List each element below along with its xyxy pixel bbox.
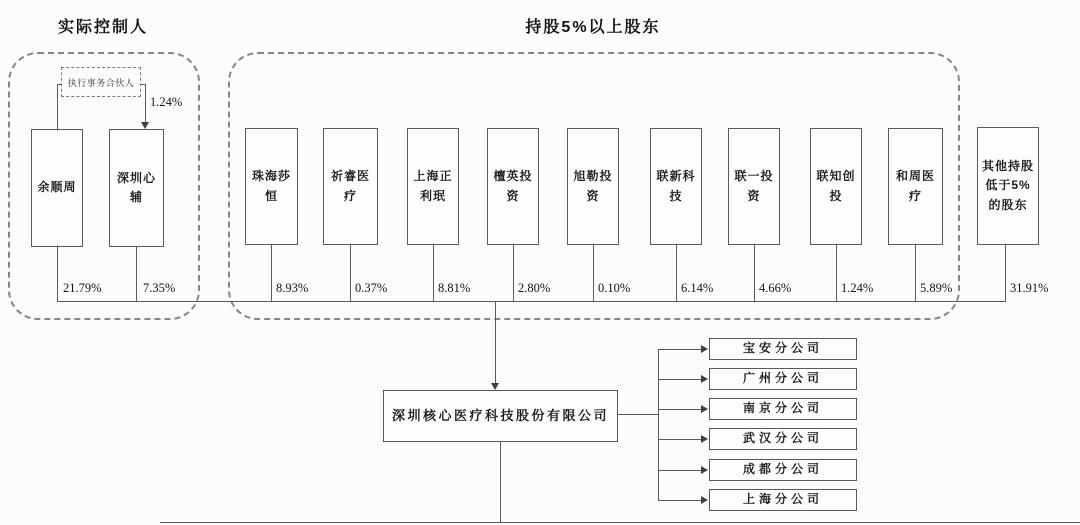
shareholder-box: 檀英投资 — [487, 128, 539, 245]
shareholder-box: 和周医疗 — [888, 128, 943, 245]
stake-label: 8.81% — [438, 281, 471, 295]
branch-box: 宝安分公司 — [709, 338, 857, 360]
arrow-down-icon — [491, 383, 499, 390]
branch-box: 广州分公司 — [709, 368, 857, 390]
stake-label: 8.93% — [276, 281, 309, 295]
stake-label: 0.37% — [355, 281, 388, 295]
shareholder-box: 珠海莎恒 — [245, 128, 298, 245]
connector-line — [618, 414, 658, 415]
other-shareholders-box: 其他持股低于5%的股东 — [977, 127, 1039, 245]
shareholder-box: 祈睿医疗 — [323, 128, 378, 245]
connector-line — [676, 245, 677, 301]
executive-partner-note: 执行事务合伙人 — [61, 67, 141, 97]
connector-line — [658, 439, 701, 440]
stake-label: 4.66% — [759, 281, 792, 295]
stake-label: 1.24% — [841, 281, 874, 295]
controller-box: 余顺周 — [31, 129, 83, 247]
major-shareholders-title: 持股5%以上股东 — [525, 19, 661, 36]
company-box: 深圳核心医疗科技股份有限公司 — [383, 390, 618, 442]
connector-line — [658, 470, 701, 471]
connector-line — [754, 245, 755, 301]
arrow-right-icon — [701, 375, 708, 383]
arrow-down-icon — [141, 122, 149, 129]
branch-box: 成都分公司 — [709, 459, 857, 481]
connector-line — [57, 84, 58, 129]
connector-line — [658, 500, 701, 501]
stake-label: 1.24% — [150, 95, 183, 109]
branch-box: 武汉分公司 — [709, 428, 857, 450]
stake-label: 7.35% — [143, 281, 176, 295]
controller-box: 深圳心辅 — [109, 129, 164, 247]
connector-line — [145, 84, 146, 123]
connector-line — [160, 522, 1080, 523]
connector-line — [658, 409, 701, 410]
connector-line — [513, 245, 514, 301]
shareholder-box: 联新科技 — [650, 128, 702, 245]
arrow-right-icon — [701, 496, 708, 504]
connector-line — [593, 245, 594, 301]
connector-line — [1005, 245, 1006, 301]
stake-label: 31.91% — [1010, 281, 1049, 295]
stake-label: 6.14% — [681, 281, 714, 295]
connector-line — [495, 301, 496, 384]
connector-line — [658, 349, 701, 350]
shareholder-box: 上海正利珉 — [407, 128, 459, 245]
branch-box: 南京分公司 — [709, 398, 857, 420]
branch-box: 上海分公司 — [709, 489, 857, 511]
arrow-right-icon — [701, 345, 708, 353]
stake-label: 0.10% — [598, 281, 631, 295]
shareholder-box: 旭勒投资 — [567, 128, 619, 245]
stake-label: 5.89% — [920, 281, 953, 295]
connector-line — [271, 245, 272, 301]
connector-line — [658, 349, 659, 500]
stake-label: 21.79% — [63, 281, 102, 295]
connector-line — [658, 379, 701, 380]
stake-label: 2.80% — [518, 281, 551, 295]
controller-group-title: 实际控制人 — [57, 19, 148, 36]
connector-line — [350, 245, 351, 301]
shareholder-box: 联知创投 — [810, 128, 862, 245]
shareholder-box: 联一投资 — [728, 128, 780, 245]
arrow-right-icon — [701, 466, 708, 474]
arrow-right-icon — [701, 405, 708, 413]
connector-line — [136, 247, 137, 301]
connector-line — [57, 301, 1006, 302]
connector-line — [915, 245, 916, 301]
connector-line — [433, 245, 434, 301]
connector-line — [57, 247, 58, 301]
arrow-right-icon — [701, 435, 708, 443]
connector-line — [836, 245, 837, 301]
connector-line — [500, 442, 501, 522]
